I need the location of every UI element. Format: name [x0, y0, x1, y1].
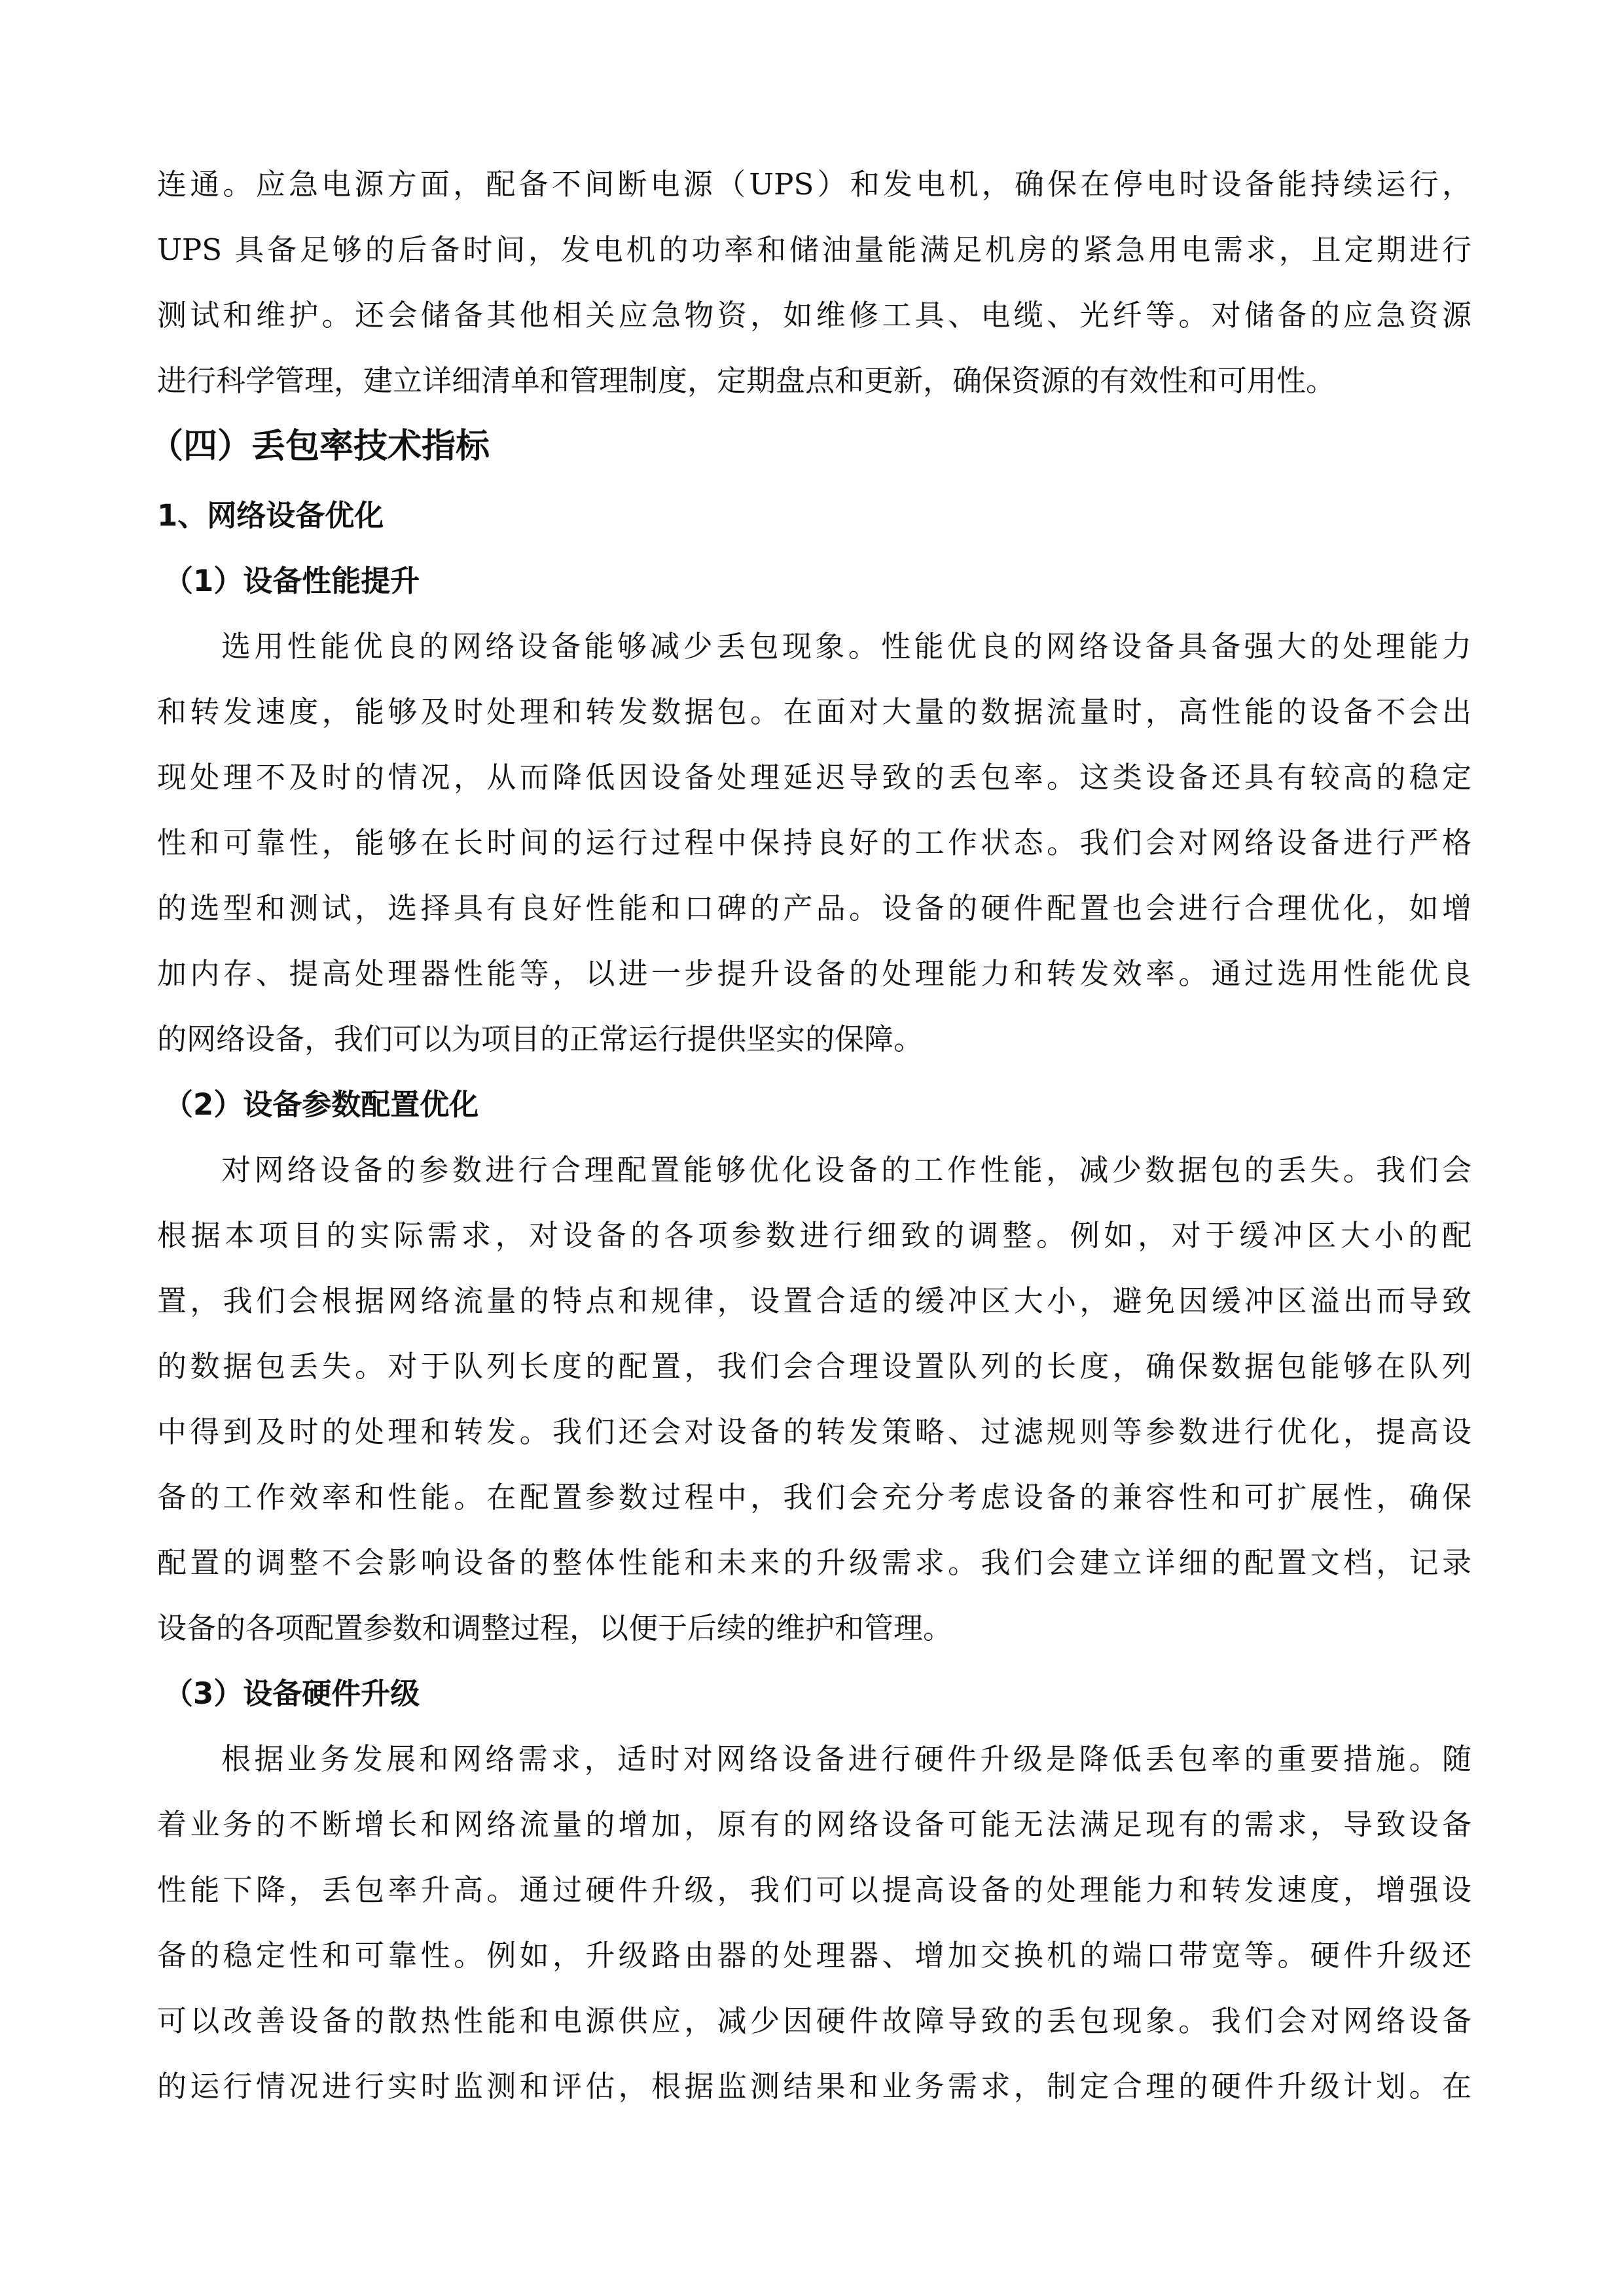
- paragraph-line: 进行科学管理，建立详细清单和管理制度，定期盘点和更新，确保资源的有效性和可用性。: [157, 363, 1336, 398]
- paragraph-line: 设备的各项配置参数和调整过程，以便于后续的维护和管理。: [157, 1611, 953, 1645]
- item-device-performance: [157, 548, 1471, 1072]
- paragraph-line: 根据本项目的实际需求，对设备的各项参数进行细致的调整。例如，对于缓冲区大小的配: [157, 1218, 1471, 1253]
- paragraph-line: 备的工作效率和性能。在配置参数过程中，我们会充分考虑设备的兼容性和可扩展性，确保: [157, 1480, 1471, 1515]
- item-heading: （2）设备参数配置优化: [164, 1087, 479, 1122]
- paragraph-line: 测试和维护。还会储备其他相关应急物资，如维修工具、电缆、光纤等。对储备的应急资源: [157, 298, 1471, 332]
- paragraph-line: UPS 具备足够的后备时间，发电机的功率和储油量能满足机房的紧急用电需求，且定期进行: [157, 232, 1471, 267]
- paragraph-line: 和转发速度，能够及时处理和转发数据包。在面对大量的数据流量时，高性能的设备不会出: [157, 694, 1471, 729]
- paragraph-line: 性能下降，丢包率升高。通过硬件升级，我们可以提高设备的处理能力和转发速度，增强设: [157, 1873, 1471, 1907]
- item-parameter-configuration: [157, 1072, 1471, 1661]
- paragraph-line: 连通。应急电源方面，配备不间断电源（UPS）和发电机，确保在停电时设备能持续运行，: [157, 167, 1471, 202]
- paragraph-line: 性和可靠性，能够在长时间的运行过程中保持良好的工作状态。我们会对网络设备进行严格: [157, 825, 1471, 860]
- paragraph-line: 可以改善设备的散热性能和电源供应，减少因硬件故障导致的丢包现象。我们会对网络设备: [157, 2003, 1471, 2038]
- paragraph-line: 现处理不及时的情况，从而降低因设备处理延迟导致的丢包率。这类设备还具有较高的稳定: [157, 760, 1471, 795]
- paragraph-line: 的选型和测试，选择具有良好性能和口碑的产品。设备的硬件配置也会进行合理优化，如增: [157, 891, 1471, 925]
- paragraph-line: 选用性能优良的网络设备能够减少丢包现象。性能优良的网络设备具备强大的处理能力: [221, 629, 1471, 664]
- paragraph-line: 的运行情况进行实时监测和评估，根据监测结果和业务需求，制定合理的硬件升级计划。在: [157, 2069, 1471, 2104]
- paragraph-line: 对网络设备的参数进行合理配置能够优化设备的工作性能，减少数据包的丢失。我们会: [221, 1153, 1471, 1187]
- item-heading: （3）设备硬件升级: [164, 1676, 420, 1711]
- paragraph-line: 的数据包丢失。对于队列长度的配置，我们会合理设置队列的长度，确保数据包能够在队列: [157, 1349, 1471, 1384]
- paragraph-line: 着业务的不断增长和网络流量的增加，原有的网络设备可能无法满足现有的需求，导致设备: [157, 1807, 1471, 1842]
- item-heading: （1）设备性能提升: [164, 564, 420, 598]
- paragraph-line: 的网络设备，我们可以为项目的正常运行提供坚实的保障。: [157, 1022, 924, 1056]
- paragraph-line: 根据业务发展和网络需求，适时对网络设备进行硬件升级是降低丢包率的重要措施。随: [221, 1742, 1471, 1776]
- section-heading: （四）丢包率技术指标: [149, 427, 490, 466]
- paragraph-line: 配置的调整不会影响设备的整体性能和未来的升级需求。我们会建立详细的配置文档，记录: [157, 1545, 1471, 1580]
- paragraph-line: 备的稳定性和可靠性。例如，升级路由器的处理器、增加交换机的端口带宽等。硬件升级还: [157, 1938, 1471, 1973]
- item-hardware-upgrade: [157, 1661, 1471, 2119]
- paragraph-line: 加内存、提高处理器性能等，以进一步提升设备的处理能力和转发效率。通过选用性能优良: [157, 956, 1471, 991]
- document-page: [149, 152, 1471, 2119]
- intro-paragraph: [157, 152, 1471, 414]
- paragraph-line: 中得到及时的处理和转发。我们还会对设备的转发策略、过滤规则等参数进行优化，提高设: [157, 1414, 1471, 1449]
- paragraph-line: 置，我们会根据网络流量的特点和规律，设置合适的缓冲区大小，避免因缓冲区溢出而导致: [157, 1283, 1471, 1318]
- subsection-heading: 1、网络设备优化: [157, 498, 384, 533]
